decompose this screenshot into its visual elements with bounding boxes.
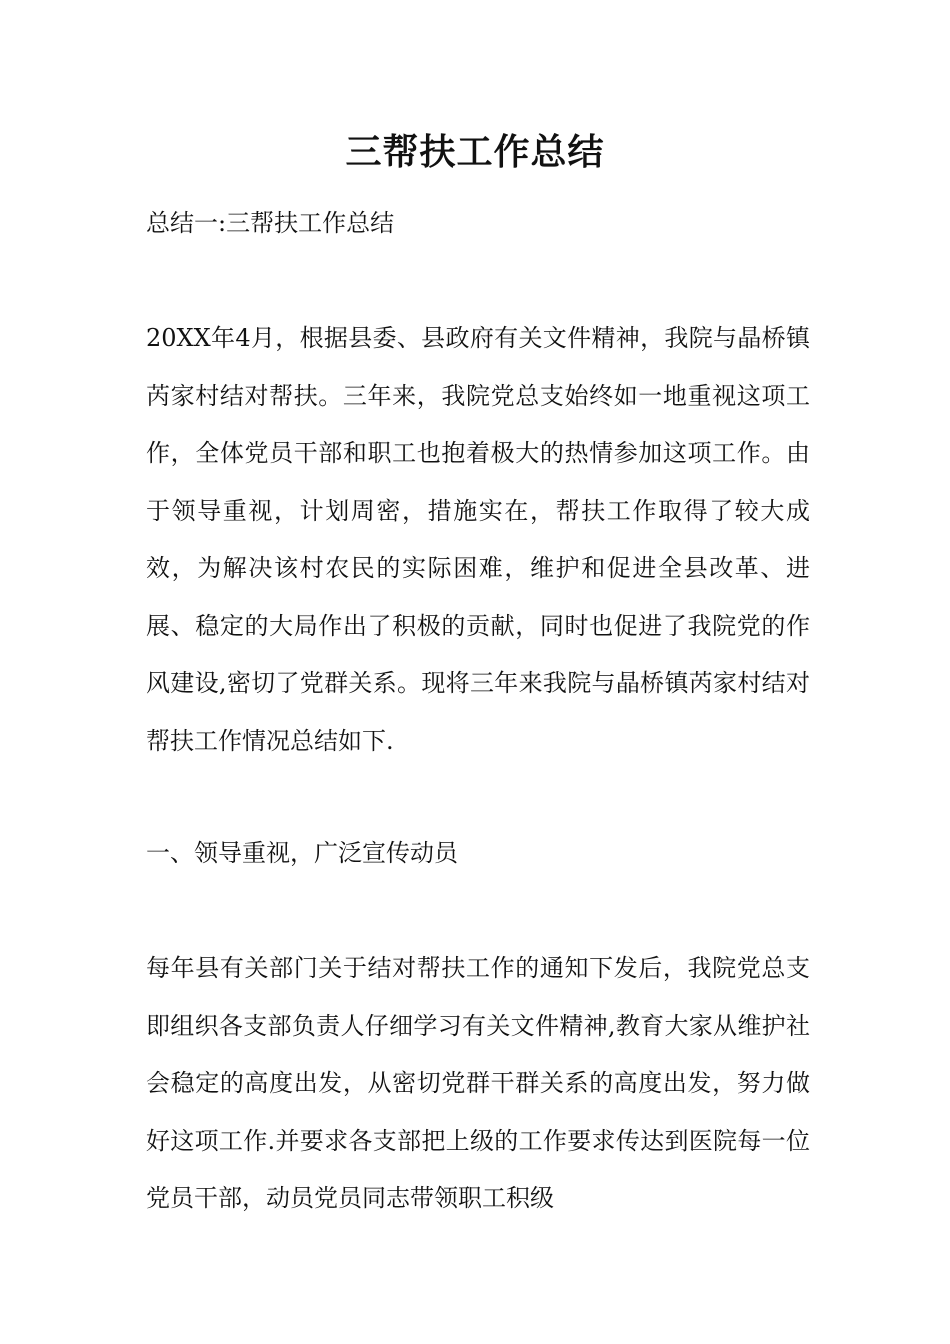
paragraph-1: 20XX年4月，根据县委、县政府有关文件精神，我院与晶桥镇芮家村结对帮扶。三年来，我院党总支始终如一地重视这项工作，全体党员干部和职工也抱着极大的热情参加这项工作。由于领导重视，计划周密，措施实在，帮扶工作取得了较大成效，为解决该村农民的实际困难，维护和促进全县改革、进展、稳定的大局作出了积极的贡献，同时也促进了我院党的作风建设,密切了党群关系。现将三年来我院与晶桥镇芮家村结对帮扶工作情况总结如下. [146, 324, 810, 755]
section-1-heading: 一、领导重视，广泛宣传动员 [146, 839, 458, 867]
document-subtitle: 总结一:三帮扶工作总结 [146, 209, 395, 237]
paragraph-2: 每年县有关部门关于结对帮扶工作的通知下发后，我院党总支即组织各支部负责人仔细学习有关文件精神,教育大家从维护社会稳定的高度出发，从密切党群干群关系的高度出发，努力做好这项工作.并要求各支部把上级的工作要求传达到医院每一位党员干部，动员党员同志带领职工积级 [146, 954, 810, 1212]
document-title: 三帮扶工作总结 [345, 131, 605, 173]
